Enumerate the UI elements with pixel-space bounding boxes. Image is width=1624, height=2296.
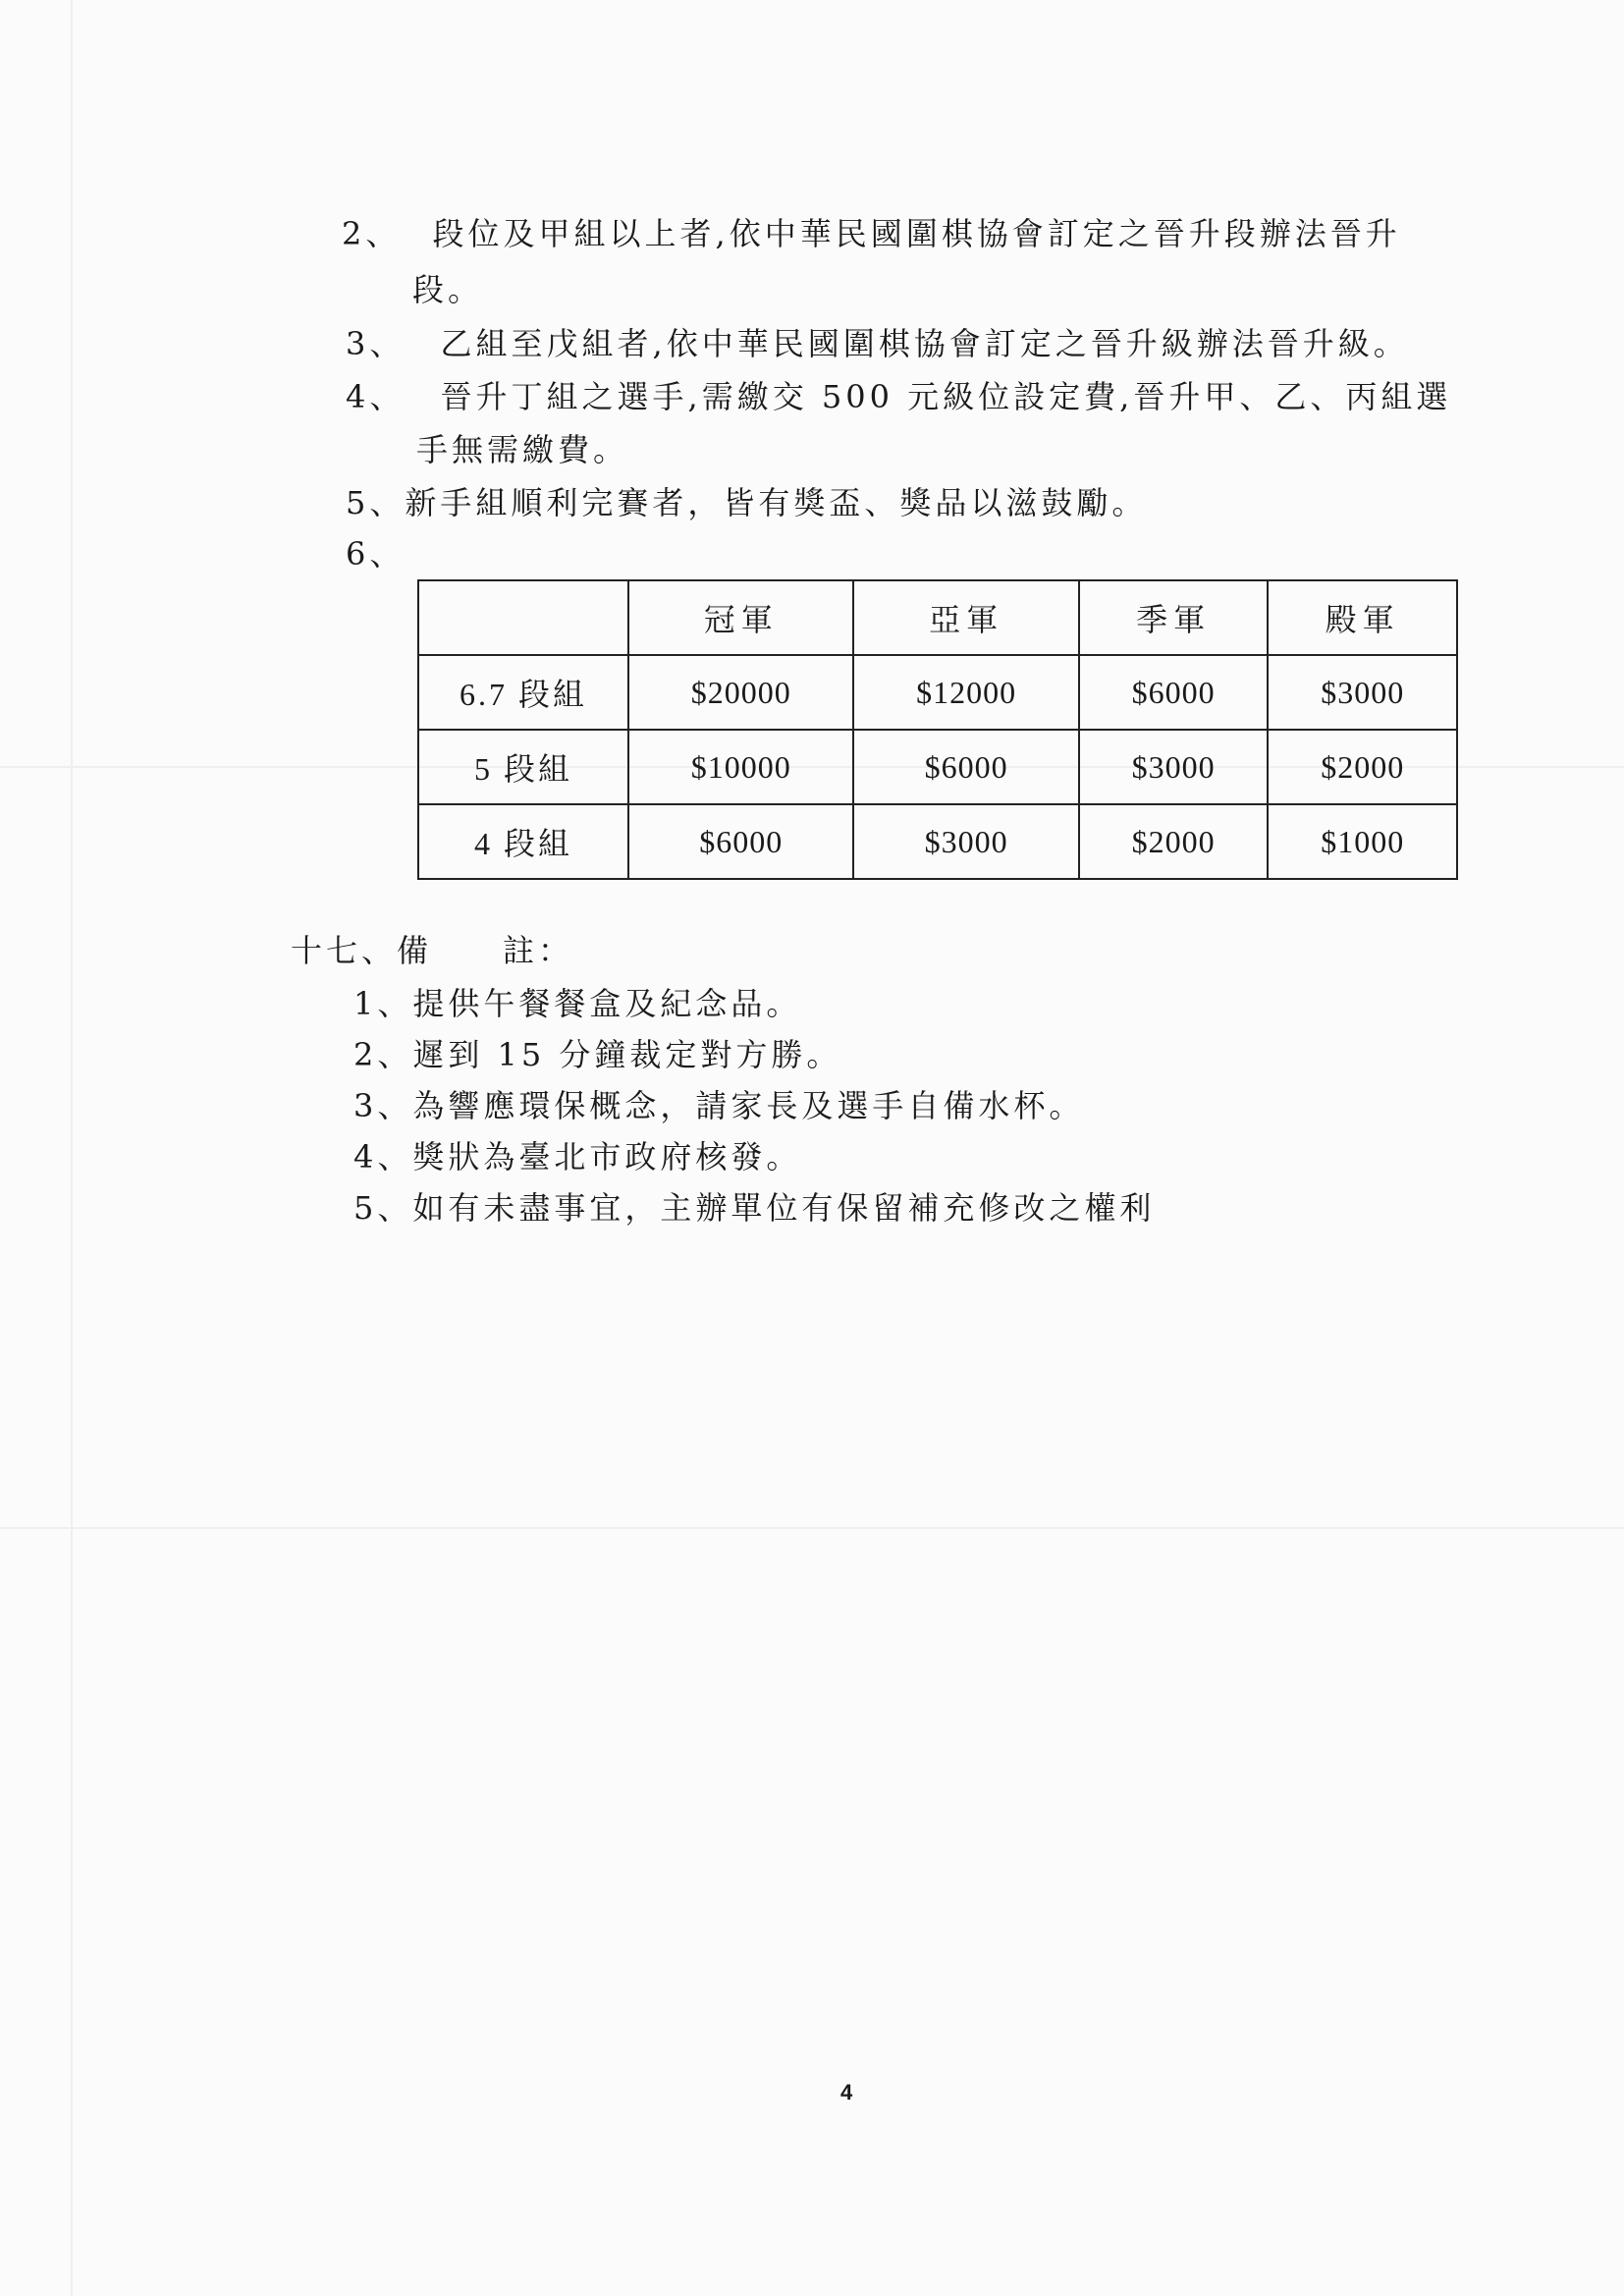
list-item-5 bbox=[346, 483, 1147, 522]
table-header-cell: 冠軍 bbox=[628, 580, 853, 655]
list-item-2-continuation: 段。 bbox=[412, 271, 484, 308]
table-cell: $3000 bbox=[1079, 730, 1269, 804]
scan-fold-horizontal bbox=[0, 1527, 1624, 1529]
prize-table bbox=[417, 579, 1458, 880]
table-cell: $10000 bbox=[628, 730, 853, 804]
list-item-4 bbox=[346, 377, 1451, 416]
remark-item: 1、提供午餐餐盒及紀念品。 bbox=[353, 985, 802, 1022]
table-cell: $3000 bbox=[853, 804, 1078, 879]
remark-item: 4、獎狀為臺北市政府核發。 bbox=[353, 1138, 802, 1175]
item-number: 2、 bbox=[342, 215, 402, 252]
list-item-6 bbox=[346, 534, 405, 574]
remark-item: 5、如有未盡事宜，主辦單位有保留補充修改之權利 bbox=[353, 1189, 1156, 1227]
table-header-row bbox=[418, 580, 1457, 655]
table-cell: $6000 bbox=[1079, 655, 1269, 730]
page-number: 4 bbox=[840, 2080, 853, 2105]
remark-item: 2、遲到 15 分鐘裁定對方勝。 bbox=[353, 1036, 842, 1073]
table-cell: $20000 bbox=[628, 655, 853, 730]
scan-fold-vertical bbox=[71, 0, 73, 2296]
table-header-cell: 殿軍 bbox=[1268, 580, 1457, 655]
list-item-4-continuation: 手無需繳費。 bbox=[416, 431, 629, 468]
table-row bbox=[418, 804, 1457, 879]
table-row-header: 6.7 段組 bbox=[418, 655, 628, 730]
item-number: 6、 bbox=[346, 535, 406, 573]
item-text: 新手組順利完賽者，皆有獎盃、獎品以滋鼓勵。 bbox=[405, 484, 1148, 521]
table-row bbox=[418, 730, 1457, 804]
table-row bbox=[418, 655, 1457, 730]
list-item-2 bbox=[342, 214, 1401, 253]
item-number: 4、 bbox=[346, 378, 406, 415]
item-number: 3、 bbox=[346, 325, 406, 362]
table-header-cell: 亞軍 bbox=[853, 580, 1078, 655]
table-cell: $6000 bbox=[628, 804, 853, 879]
item-number: 5、 bbox=[346, 484, 406, 521]
table-header-cell bbox=[418, 580, 628, 655]
item-text: 晉升丁組之選手,需繳交 500 元級位設定費,晉升甲、乙、丙組選 bbox=[440, 378, 1452, 415]
section-17-heading: 十七、備 註： bbox=[291, 932, 574, 969]
table-row-header: 4 段組 bbox=[418, 804, 628, 879]
item-text: 乙組至戊組者,依中華民國圍棋協會訂定之晉升級辦法晉升級。 bbox=[440, 325, 1409, 362]
table-cell: $12000 bbox=[853, 655, 1078, 730]
table-cell: $2000 bbox=[1079, 804, 1269, 879]
table-cell: $6000 bbox=[853, 730, 1078, 804]
remark-item: 3、為響應環保概念，請家長及選手自備水杯。 bbox=[353, 1087, 1085, 1124]
table-cell: $1000 bbox=[1268, 804, 1457, 879]
table-cell: $2000 bbox=[1268, 730, 1457, 804]
table-cell: $3000 bbox=[1268, 655, 1457, 730]
table-header-cell: 季軍 bbox=[1079, 580, 1269, 655]
list-item-3 bbox=[346, 324, 1409, 363]
item-text: 段位及甲組以上者,依中華民國圍棋協會訂定之晉升段辦法晉升 bbox=[432, 215, 1401, 252]
table-row-header: 5 段組 bbox=[418, 730, 628, 804]
